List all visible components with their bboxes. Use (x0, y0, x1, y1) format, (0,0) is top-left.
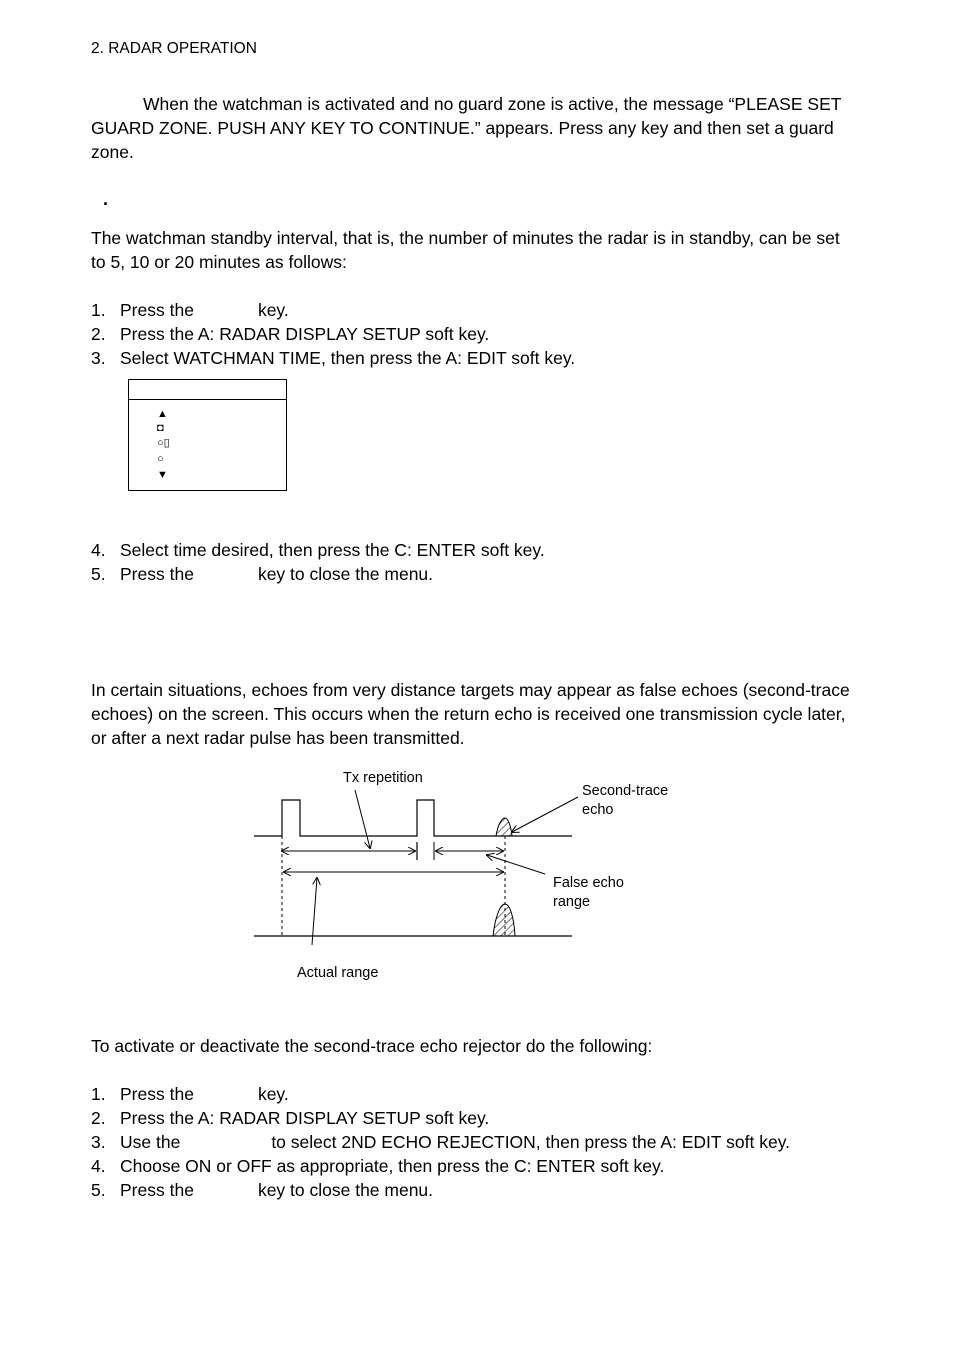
up-arrow-icon: ▲ (157, 408, 168, 420)
watchman-step-5: 5. Press the key to close the menu. (91, 564, 434, 584)
second-trace-echo-mark (496, 818, 512, 836)
echo-step-3: 3. Use the to select 2ND ECHO REJECTION, then press the A: EDIT soft key. (91, 1132, 791, 1152)
second-trace-intro-2: To activate or deactivate the second-trace echo rejector do the following: (91, 1036, 653, 1056)
false-echo-range-label: False echo (553, 875, 624, 891)
menu-title-bar (129, 380, 286, 400)
down-arrow-icon: ▼ (157, 469, 168, 481)
false-echo-range-label-2: range (553, 894, 591, 910)
option-radio-icon: ○▯ (157, 437, 170, 449)
echo-step-4: 4. Choose ON or OFF as appropriate, then press the C: ENTER soft key. (91, 1156, 665, 1176)
actual-range-label: Actual range (297, 965, 379, 981)
echo-step-2: 2. Press the A: RADAR DISPLAY SETUP soft key. (91, 1108, 490, 1128)
second-trace-intro: In certain situations, echoes from very distance targets may appear as false echoes (second-trace echoes) on the screen. This occurs when the return echo is received one transmission cycle later, or after a next radar pulse has been transmitted. (91, 680, 850, 748)
option-radio-icon: ○ (157, 453, 164, 465)
second-trace-diagram (250, 762, 700, 987)
actual-echo-mark (493, 904, 515, 936)
section-mark: . (103, 189, 109, 209)
selected-option-icon: ◘ (157, 422, 164, 434)
second-trace-echo-label: Second-trace (582, 783, 669, 799)
echo-step-1: 1. Press the key. (91, 1084, 289, 1104)
running-header: 2. RADAR OPERATION (91, 40, 257, 57)
watchman-step-4: 4. Select time desired, then press the C: ENTER soft key. (91, 540, 545, 560)
watchman-step-3: 3. Select WATCHMAN TIME, then press the A: EDIT soft key. (91, 348, 576, 368)
echo-step-5: 5. Press the key to close the menu. (91, 1180, 434, 1200)
watchman-step-1: 1. Press the key. (91, 300, 289, 320)
second-trace-echo-label-2: echo (582, 802, 614, 818)
guard-zone-note: When the watchman is activated and no guard zone is active, the message “PLEASE SET GUARD ZONE. PUSH ANY KEY TO CONTINUE.” appears. Press any key and then set a guard zone. (91, 94, 842, 162)
watchman-step-2: 2. Press the A: RADAR DISPLAY SETUP soft key. (91, 324, 490, 344)
tx-repetition-label: Tx repetition (343, 770, 423, 786)
watchman-intro: The watchman standby interval, that is, the number of minutes the radar is in standby, can be set to 5, 10 or 20 minutes as follows: (91, 228, 840, 272)
tx-pulse-train (254, 800, 572, 836)
watchman-time-menu (128, 379, 287, 491)
